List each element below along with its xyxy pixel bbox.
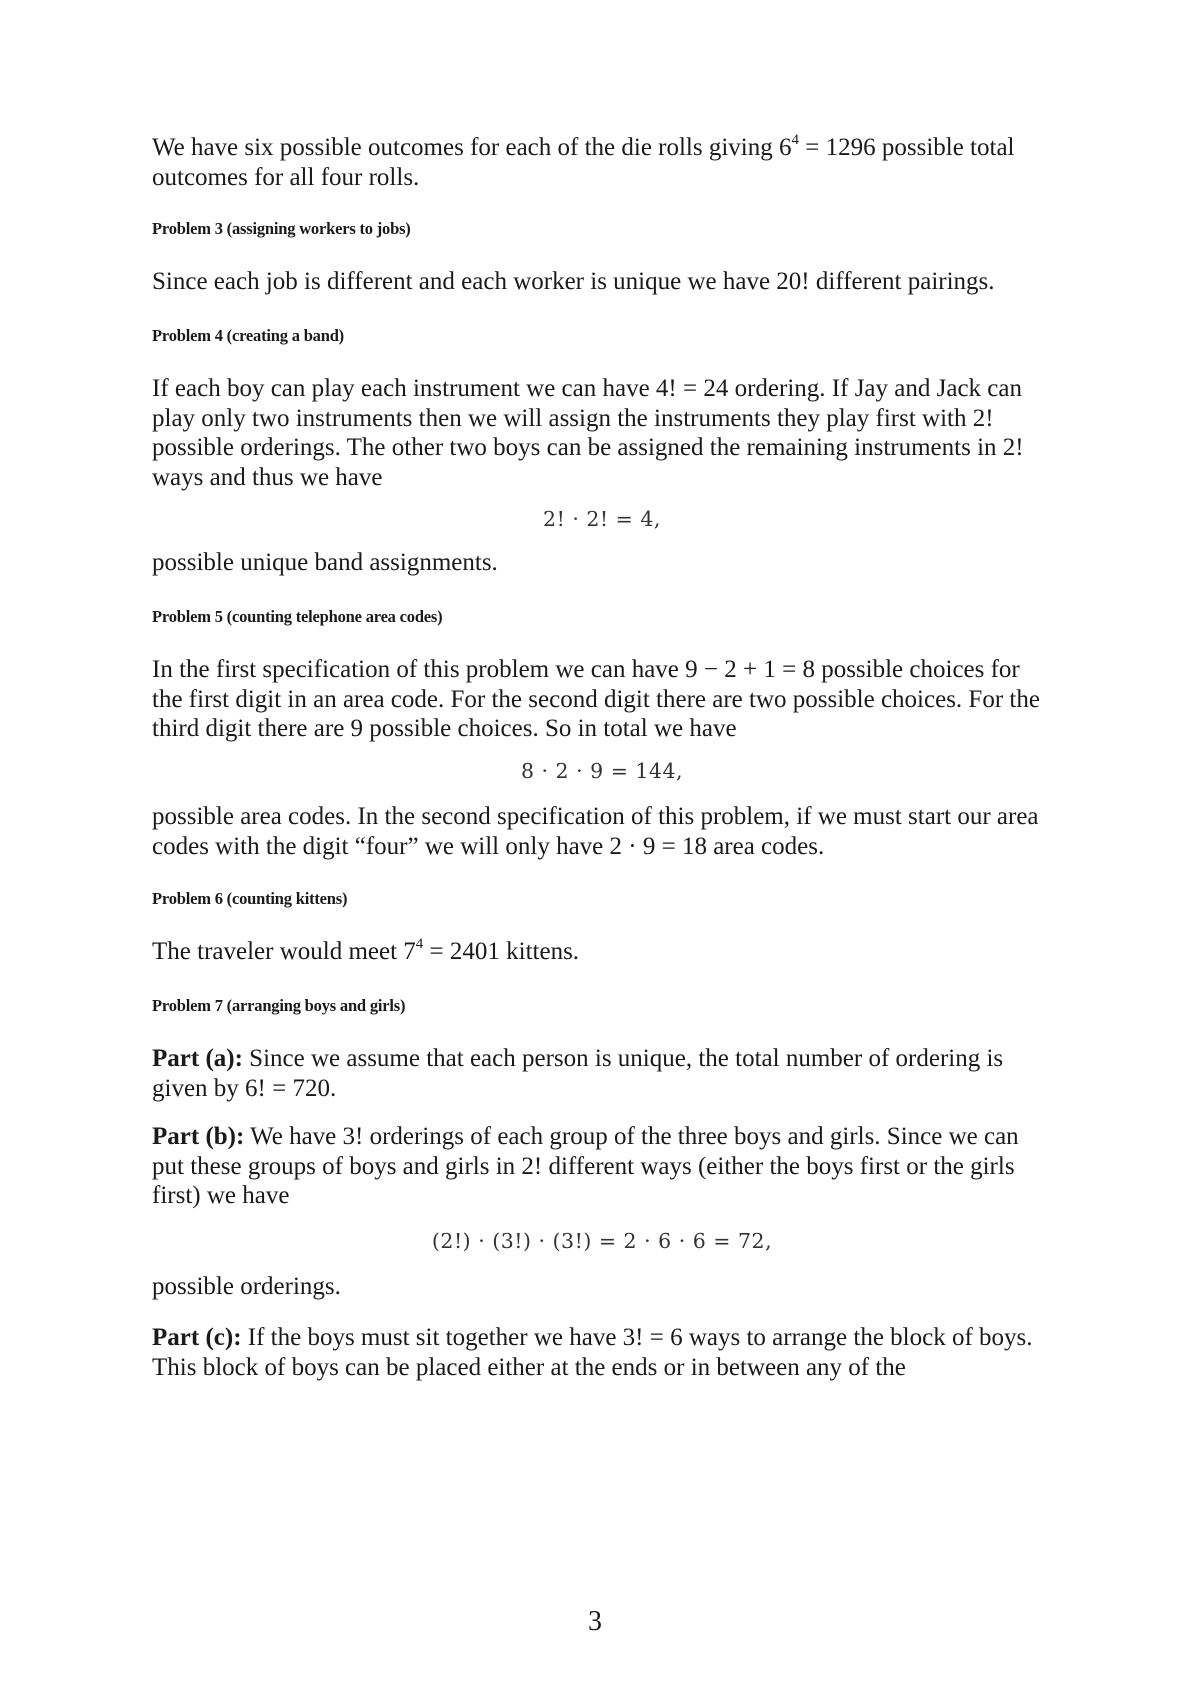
part-b-paragraph: Part (b): We have 3! orderings of each group of the three boys and girls. Since we can put these groups of boys and girls in 2! different ways (either the boys first or the girls first) we have	[152, 1123, 1019, 1209]
problem-5-equation: 8 · 2 · 9 = 144,	[520, 759, 684, 783]
problem-6-text: The traveler would meet $7^4 = 2401$ kittens.	[152, 935, 580, 965]
part-b-label: Part (b):	[152, 1123, 245, 1150]
part-c-paragraph: Part (c): If the boys must sit together we have 3! = 6 ways to arrange the block of boys. This block of boys can be placed either at the ends or in between any of the	[152, 1324, 1033, 1381]
problem-5-text: In the first specification of this problem we can have 9 − 2 + 1 = 8 possible choices for the first digit in an area code. For the second digit there are two possible choices. For the third digit there are 9 possible choices. So in total we have	[152, 656, 1040, 742]
problem-4-after: possible unique band assignments.	[152, 549, 498, 576]
intro-paragraph: We have six possible outcomes for each of the die rolls giving $6^4 = 1296$ possible total outcomes for all four rolls.	[152, 131, 1015, 191]
page-number: 3	[588, 1606, 602, 1637]
problem-5-after: possible area codes. In the second specification of this problem, if we must start our area codes with the digit “four” we will only have 2 · 9 = 18 area codes.	[152, 803, 1039, 860]
problem-6-heading: Problem 6 (counting kittens)	[152, 889, 348, 908]
part-a-label: Part (a):	[152, 1045, 243, 1072]
part-b-after: possible orderings.	[152, 1273, 341, 1300]
problem-3-text: Since each job is different and each worker is unique we have 20! different pairings.	[152, 268, 995, 295]
problem-3-heading: Problem 3 (assigning workers to jobs)	[152, 219, 411, 238]
part-b-equation: (2!) · (3!) · (3!) = 2 · 6 · 6 = 72,	[431, 1229, 773, 1253]
problem-5-heading: Problem 5 (counting telephone area codes)	[152, 607, 443, 626]
problem-4-equation: 2! · 2! = 4,	[543, 507, 661, 531]
part-a-paragraph: Part (a): Since we assume that each person is unique, the total number of ordering is given by 6! = 720.	[152, 1045, 1004, 1102]
part-c-label: Part (c):	[152, 1324, 242, 1351]
problem-4-text: If each boy can play each instrument we can have 4! = 24 ordering. If Jay and Jack can play only two instruments then we will assign the instruments they play first with 2! possible orderings. The other two boys can be assigned the remaining instruments in 2! ways and thus we have	[152, 375, 1024, 491]
problem-7-heading: Problem 7 (arranging boys and girls)	[152, 996, 406, 1015]
problem-4-heading: Problem 4 (creating a band)	[152, 326, 344, 345]
